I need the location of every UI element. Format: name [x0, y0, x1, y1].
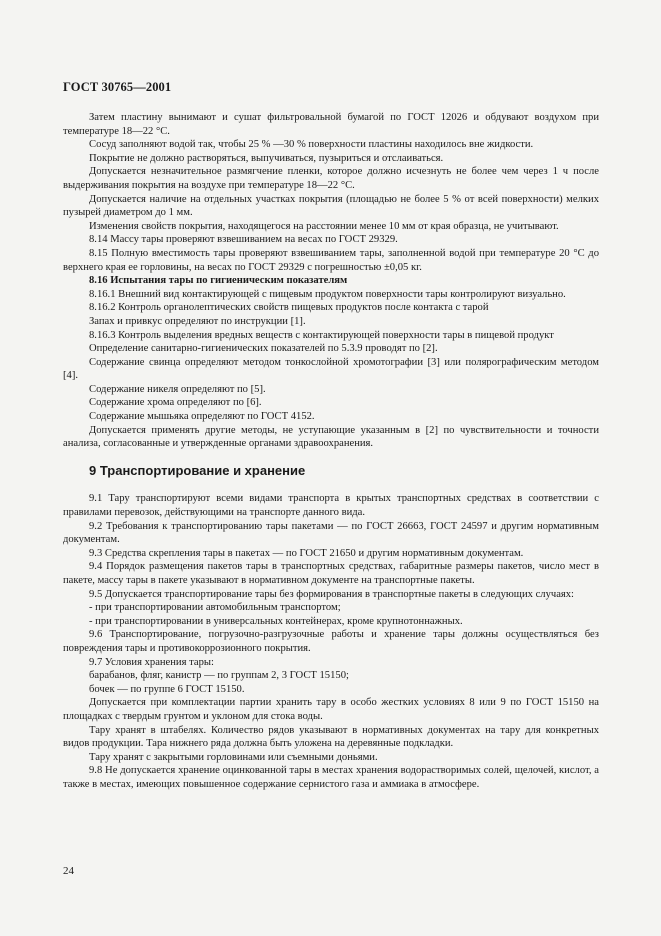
- paragraph: бочек — по группе 6 ГОСТ 15150.: [89, 683, 245, 695]
- paragraph: Покрытие не должно растворяться, выпучиваться, пузыриться и отслаиваться.: [89, 152, 444, 164]
- paragraph: Изменения свойств покрытия, находящегося на расстоянии менее 10 мм от края образца, не учитывают.: [89, 220, 559, 232]
- paragraph: Содержание мышьяка определяют по ГОСТ 4152.: [89, 411, 315, 423]
- paragraph: 9.7 Условия хранения тары:: [89, 656, 214, 668]
- paragraph: Сосуд заполняют водой так, чтобы 25 % —30 % поверхности пластины находилось вне жидкости.: [89, 139, 534, 151]
- paragraph: Допускается наличие на отдельных участках покрытия (площадью не более 5 % от всей поверхности) мелких пузырей диаметром до 1 мм.: [63, 193, 599, 219]
- paragraph: Содержание никеля определяют по [5].: [89, 383, 266, 395]
- paragraph: 8.16.1 Внешний вид контактирующей с пищевым продуктом поверхности тары контролируют визуально.: [89, 288, 566, 300]
- paragraph: 9.6 Транспортирование, погрузочно-разгрузочные работы и хранение тары должны осуществляться без повреждения тары и противокоррозионного покрытия.: [63, 629, 599, 654]
- paragraph: Содержание свинца определяют методом тонкослойной хромотографии [3] или полярографическим методом [4].: [63, 356, 599, 382]
- paragraph: 9.5 Допускается транспортирование тары без формирования в транспортные пакеты в следующих случаях:: [89, 588, 575, 600]
- paragraph: барабанов, фляг, канистр — по группам 2, 3 ГОСТ 15150;: [89, 670, 349, 682]
- paragraph: 9.2 Требования к транспортированию тары пакетами — по ГОСТ 26663, ГОСТ 24597 и другим нормативным документам.: [63, 520, 599, 546]
- paragraph: Тару хранят в штабелях. Количество рядов указывают в нормативных документах на тару для конкретных видов продукции. Тара нижнего ряда должна быть уложена на деревянные подкладки.: [63, 724, 599, 750]
- document-body: [63, 111, 599, 792]
- paragraph: 8.16.3 Контроль выделения вредных веществ с контактирующей поверхности тары в пищевой продукт: [89, 329, 554, 341]
- paragraph: Содержание хрома определяют по [6].: [89, 397, 262, 409]
- document-header: ГОСТ 30765—2001: [63, 80, 172, 94]
- paragraph: 8.16.2 Контроль органолептических свойств пищевых продуктов после контакта с тарой: [89, 302, 489, 314]
- paragraph: Допускается незначительное размягчение пленки, которое должно исчезнуть не более чем через 1 ч после выдерживания покрытия на воздухе при температуре 18—22 °С.: [63, 166, 599, 191]
- paragraph: Определение санитарно-гигиенических показателей по 5.3.9 проводят по [2].: [89, 343, 438, 355]
- paragraph: 9.4 Порядок размещения пакетов тары в транспортных средствах, габаритные размеры пакетов, число мест в пакете, массу тары в пакете указывают в нормативном документе на транспортные пакеты.: [63, 561, 599, 586]
- paragraph: Допускается применять другие методы, не уступающие указанным в [2] по чувствительности и точности анализа, согласованные и утвержденные органами здравоохранения.: [63, 424, 599, 450]
- paragraph: 8.15 Полную вместимость тары проверяют взвешиванием тары, заполненной водой при температуре 20 °С до верхнего края ее горловины, на весах по ГОСТ 29329 с погрешностью ±0,05 кг.: [63, 247, 599, 273]
- paragraphs-section-8: [63, 111, 599, 451]
- paragraph: - при транспортировании автомобильным транспортом;: [89, 602, 341, 614]
- paragraph: Тару хранят с закрытыми горловинами или съемными доньями.: [89, 751, 378, 763]
- paragraph: 8.14 Массу тары проверяют взвешиванием на весах по ГОСТ 29329.: [89, 234, 398, 246]
- paragraph: 9.8 Не допускается хранение оцинкованной тары в местах хранения водорастворимых солей, щелочей, кислот, а также в местах, имеющих повышенное содержание сернистого газа и аммиака в атмосфере.: [63, 765, 599, 790]
- paragraph: Допускается при комплектации партии хранить тару в особо жестких условиях 8 или 9 по ГОСТ 15150 на площадках с твердым грунтом и уклоном для стока воды.: [63, 697, 599, 722]
- paragraph: - при транспортировании в универсальных контейнерах, кроме крупнотоннажных.: [89, 615, 463, 627]
- paragraphs-section-9: [63, 492, 599, 791]
- paragraph: 9.3 Средства скрепления тары в пакетах — по ГОСТ 21650 и другим нормативным документам.: [89, 547, 524, 559]
- paragraph: Запах и привкус определяют по инструкции [1].: [89, 315, 306, 327]
- section-heading: 9 Транспортирование и хранение: [89, 462, 306, 478]
- paragraph: 9.1 Тару транспортируют всеми видами транспорта в крытых транспортных средствах в соответствии с правилами перевозок, действующими на транспорте данного вида.: [63, 493, 599, 519]
- paragraph: 8.16 Испытания тары по гигиеническим показателям: [89, 275, 348, 287]
- page-number: 24: [63, 865, 74, 877]
- paragraph: Затем пластину вынимают и сушат фильтровальной бумагой по ГОСТ 12026 и обдувают воздухом при температуре 18—22 °С.: [63, 112, 599, 137]
